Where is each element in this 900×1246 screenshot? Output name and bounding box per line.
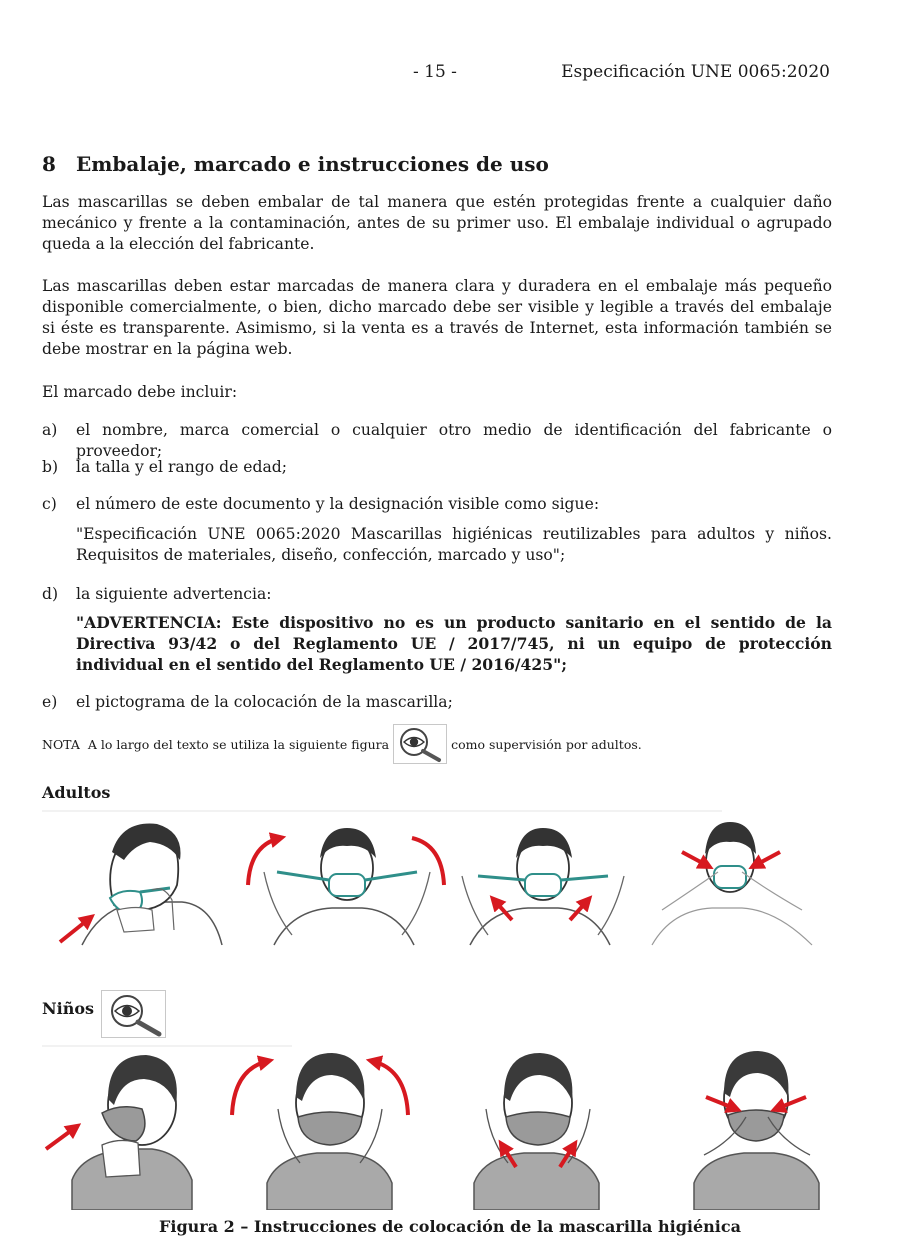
paragraph-marking: Las mascarillas deben estar marcadas de manera clara y duradera en el embalaje más pequeño disponible comercialmente, o bien, dicho marcado debe ser visible y legible a través del embalaje si éste es transparente. Asimismo, si la venta es a través de Internet, esta información también se debe mostrar en la página web.	[42, 277, 832, 358]
child-step-4	[694, 1051, 819, 1210]
list-item-text: la siguiente advertencia:	[76, 585, 272, 603]
adult-step-1	[60, 824, 222, 945]
child-step-2	[232, 1053, 408, 1210]
section-number: 8	[42, 152, 56, 176]
list-item-letter: a)	[42, 421, 58, 439]
child-step-1	[46, 1055, 192, 1210]
figure-caption: Figura 2 – Instrucciones de colocación de la mascarilla higiénica	[159, 1217, 741, 1236]
list-item-letter: d)	[42, 585, 59, 603]
children-pictogram	[42, 1045, 832, 1210]
adult-step-3	[462, 828, 624, 945]
designation-quote: "Especificación UNE 0065:2020 Mascarillas higiénicas reutilizables para adultos y niños. Requisitos de materiales, diseño, confección, marcado y uso";	[76, 525, 832, 564]
child-step-3	[474, 1053, 599, 1210]
list-item-letter: e)	[42, 693, 58, 711]
magnifier-eye-icon	[393, 724, 447, 764]
paragraph-packaging: Las mascarillas se deben embalar de tal manera que estén protegidas frente a cualquier daño mecánico y frente a la contaminación, antes de su primer uso. El embalaje individual o agrupado queda a la elección del fabricante.	[42, 193, 832, 253]
adults-label: Adultos	[42, 783, 111, 802]
list-item-letter: c)	[42, 495, 57, 513]
nota-text-before: A lo largo del texto se utiliza la siguiente figura	[87, 736, 390, 752]
nota-label: NOTA	[42, 736, 80, 752]
list-item-text: el pictograma de la colocación de la mascarilla;	[76, 693, 453, 711]
adult-step-2	[248, 828, 444, 945]
list-item-text: el nombre, marca comercial o cualquier otro medio de identificación del fabricante o proveedor;	[76, 421, 832, 460]
page-number: - 15 -	[413, 62, 457, 82]
warning-quote: "ADVERTENCIA: Este dispositivo no es un producto sanitario en el sentido de la Directiva 93/42 o del Reglamento UE / 2017/745, ni un equipo de protección individual en el sentido del Reglamento UE / 2016/425";	[76, 613, 832, 674]
adult-step-4	[652, 822, 812, 945]
list-item-letter: b)	[42, 458, 59, 476]
paragraph-marking-intro: El marcado debe incluir:	[42, 383, 238, 401]
section-title	[42, 152, 549, 176]
list-item-text: el número de este documento y la designación visible como sigue:	[76, 495, 600, 513]
magnifier-eye-icon	[101, 990, 166, 1038]
section-title-text: Embalaje, marcado e instrucciones de uso	[76, 152, 549, 176]
list-item-text: la talla y el rango de edad;	[76, 458, 288, 476]
nota-text-after: como supervisión por adultos.	[451, 736, 642, 752]
children-label: Niños	[42, 999, 95, 1018]
nota	[42, 729, 642, 759]
spec-header: Especificación UNE 0065:2020	[561, 62, 830, 82]
adults-pictogram	[42, 810, 832, 950]
